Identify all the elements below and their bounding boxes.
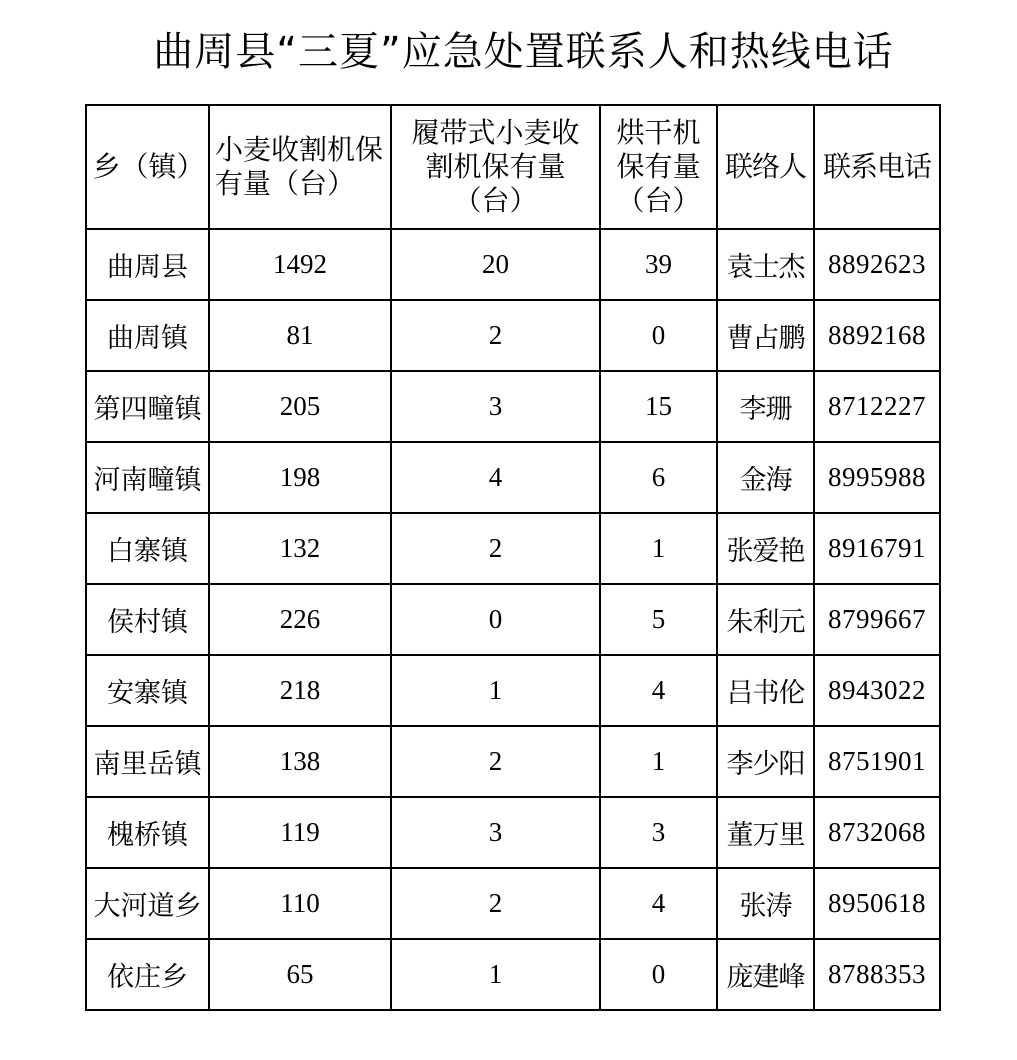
cell-town: 曲周县 xyxy=(86,229,209,300)
cell-phone: 8712227 xyxy=(814,371,940,442)
cell-dryer-count: 4 xyxy=(600,868,717,939)
cell-harvester-count: 65 xyxy=(209,939,391,1010)
cell-crawler-count: 3 xyxy=(391,371,600,442)
cell-town: 安寨镇 xyxy=(86,655,209,726)
cell-contact: 李少阳 xyxy=(717,726,814,797)
cell-dryer-count: 0 xyxy=(600,939,717,1010)
cell-contact: 张爱艳 xyxy=(717,513,814,584)
cell-contact: 董万里 xyxy=(717,797,814,868)
cell-town: 曲周镇 xyxy=(86,300,209,371)
cell-harvester-count: 218 xyxy=(209,655,391,726)
cell-contact: 袁士杰 xyxy=(717,229,814,300)
cell-harvester-count: 205 xyxy=(209,371,391,442)
cell-dryer-count: 15 xyxy=(600,371,717,442)
cell-dryer-count: 1 xyxy=(600,726,717,797)
cell-phone: 8995988 xyxy=(814,442,940,513)
header-crawler-harvester: 履带式小麦收割机保有量（台） xyxy=(391,105,600,229)
cell-town: 河南疃镇 xyxy=(86,442,209,513)
cell-phone: 8751901 xyxy=(814,726,940,797)
cell-phone: 8892168 xyxy=(814,300,940,371)
cell-phone: 8916791 xyxy=(814,513,940,584)
cell-dryer-count: 6 xyxy=(600,442,717,513)
cell-town: 第四疃镇 xyxy=(86,371,209,442)
cell-contact: 庞建峰 xyxy=(717,939,814,1010)
table-row xyxy=(86,584,940,655)
cell-crawler-count: 1 xyxy=(391,939,600,1010)
table-row xyxy=(86,300,940,371)
cell-harvester-count: 138 xyxy=(209,726,391,797)
table-body xyxy=(86,229,940,1010)
header-harvester: 小麦收割机保有量（台） xyxy=(209,105,391,229)
cell-phone: 8788353 xyxy=(814,939,940,1010)
cell-crawler-count: 0 xyxy=(391,584,600,655)
cell-town: 依庄乡 xyxy=(86,939,209,1010)
cell-town: 槐桥镇 xyxy=(86,797,209,868)
cell-town: 侯村镇 xyxy=(86,584,209,655)
cell-crawler-count: 20 xyxy=(391,229,600,300)
table-row xyxy=(86,655,940,726)
cell-phone: 8943022 xyxy=(814,655,940,726)
table-row xyxy=(86,513,940,584)
cell-harvester-count: 198 xyxy=(209,442,391,513)
page-title: 曲周县“三夏”应急处置联系人和热线电话 xyxy=(153,29,894,75)
cell-dryer-count: 1 xyxy=(600,513,717,584)
header-dryer: 烘干机保有量（台） xyxy=(600,105,717,229)
contact-table xyxy=(85,104,941,1011)
cell-harvester-count: 110 xyxy=(209,868,391,939)
cell-crawler-count: 3 xyxy=(391,797,600,868)
cell-phone: 8799667 xyxy=(814,584,940,655)
table-row xyxy=(86,229,940,300)
cell-contact: 曹占鹏 xyxy=(717,300,814,371)
cell-harvester-count: 132 xyxy=(209,513,391,584)
header-town: 乡（镇） xyxy=(86,105,209,229)
cell-dryer-count: 3 xyxy=(600,797,717,868)
cell-harvester-count: 119 xyxy=(209,797,391,868)
cell-harvester-count: 81 xyxy=(209,300,391,371)
cell-harvester-count: 226 xyxy=(209,584,391,655)
cell-crawler-count: 1 xyxy=(391,655,600,726)
cell-phone: 8892623 xyxy=(814,229,940,300)
cell-crawler-count: 2 xyxy=(391,868,600,939)
cell-town: 南里岳镇 xyxy=(86,726,209,797)
table-row xyxy=(86,726,940,797)
cell-contact: 张涛 xyxy=(717,868,814,939)
cell-dryer-count: 5 xyxy=(600,584,717,655)
cell-dryer-count: 4 xyxy=(600,655,717,726)
header-phone: 联系电话 xyxy=(814,105,940,229)
header-contact: 联络人 xyxy=(717,105,814,229)
header-row xyxy=(86,105,940,229)
cell-crawler-count: 2 xyxy=(391,513,600,584)
cell-phone: 8732068 xyxy=(814,797,940,868)
cell-dryer-count: 0 xyxy=(600,300,717,371)
table-row xyxy=(86,371,940,442)
table-row xyxy=(86,868,940,939)
cell-town: 白寨镇 xyxy=(86,513,209,584)
cell-dryer-count: 39 xyxy=(600,229,717,300)
cell-contact: 朱利元 xyxy=(717,584,814,655)
cell-crawler-count: 2 xyxy=(391,726,600,797)
cell-contact: 李珊 xyxy=(717,371,814,442)
cell-contact: 金海 xyxy=(717,442,814,513)
cell-contact: 吕书伦 xyxy=(717,655,814,726)
cell-town: 大河道乡 xyxy=(86,868,209,939)
cell-phone: 8950618 xyxy=(814,868,940,939)
cell-harvester-count: 1492 xyxy=(209,229,391,300)
cell-crawler-count: 2 xyxy=(391,300,600,371)
table-row xyxy=(86,939,940,1010)
cell-crawler-count: 4 xyxy=(391,442,600,513)
table-row xyxy=(86,797,940,868)
table-row xyxy=(86,442,940,513)
